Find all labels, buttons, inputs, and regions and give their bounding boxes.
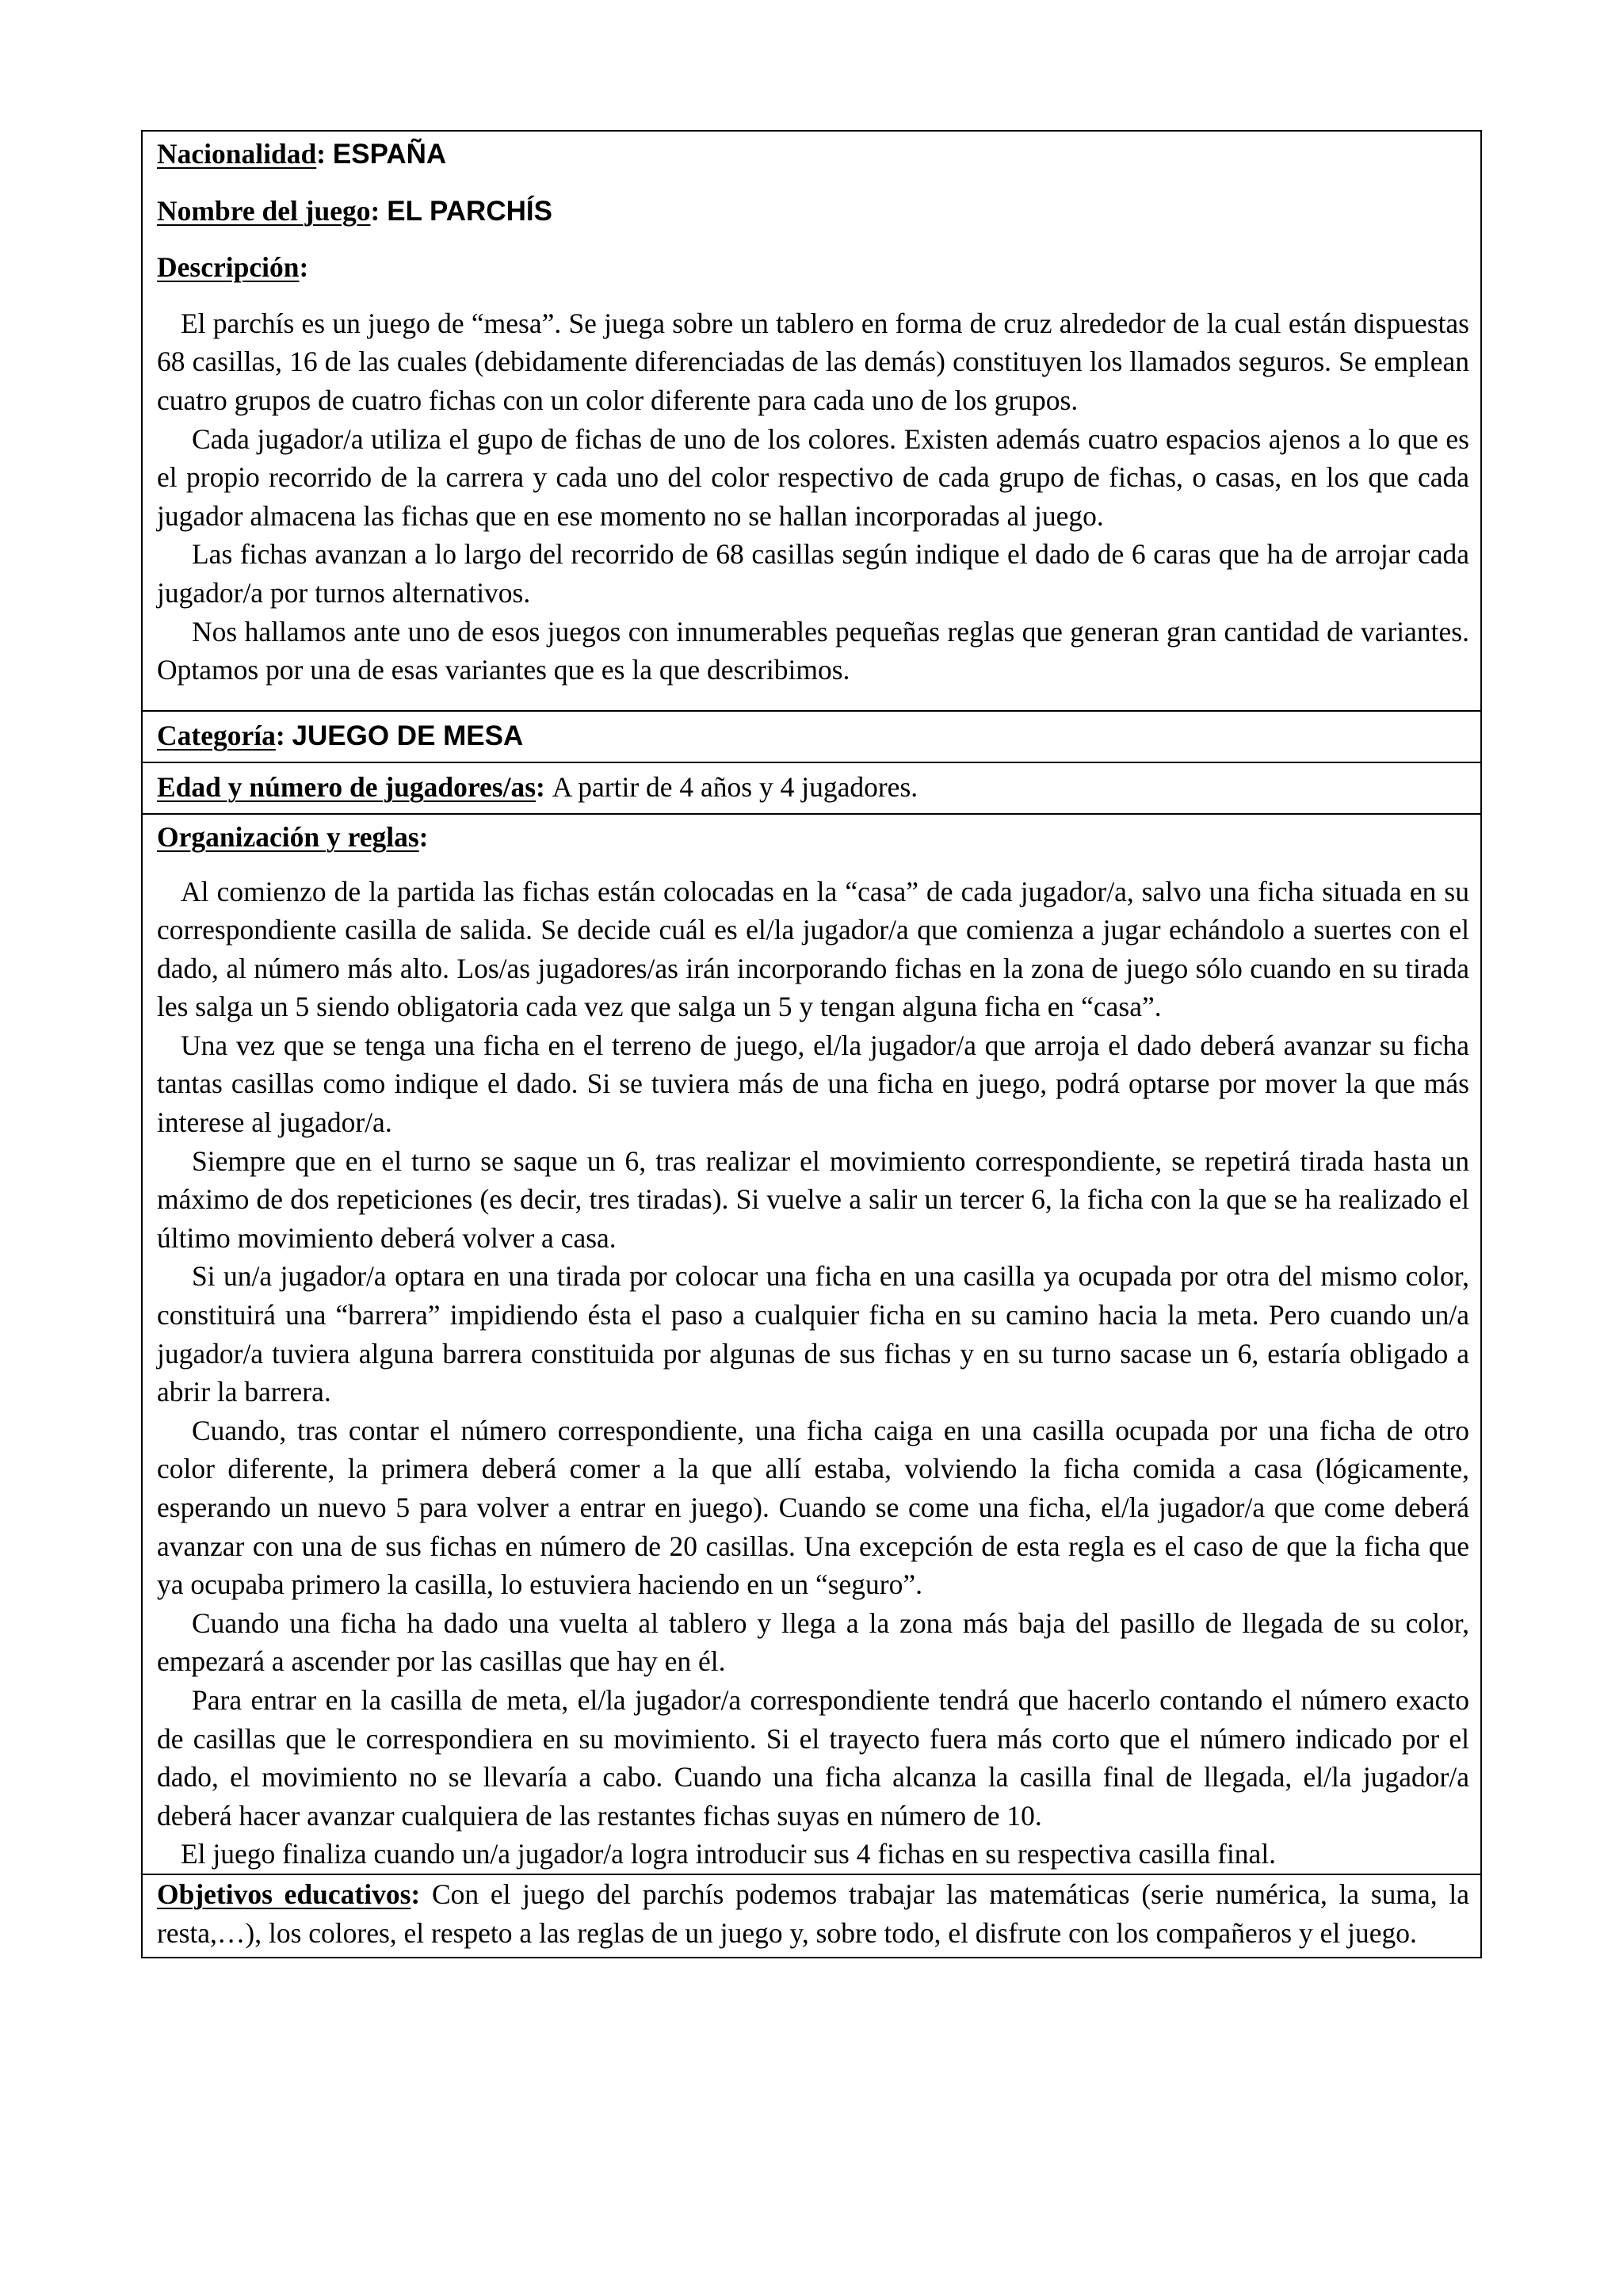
category-label: Categoría [157,719,276,751]
objectives-section: Objetivos educativos: Con el juego del parchís podemos trabajar las matemáticas (serie numérica, la suma, la resta,…), los colores, el respeto a las reglas de un juego y, sobre todo, el disfrute con los compañeros y el juego. [157,1878,1470,1949]
description-heading: Descripción: [157,251,309,284]
rules-paragraph: Siempre que en el turno se saque un 6, tras realizar el movimiento correspondiente, se repetirá tirada hasta un máximo de dos repeticiones (es decir, tres tiradas). Si vuelve a salir un tercer 6, la ficha con la que se ha realizado el último movimiento deberá volver a casa. [157,1144,1469,1254]
rules-paragraph: Cuando, tras contar el número correspondiente, una ficha caiga en una casilla ocupada por una ficha de otro color diferente, la primera deberá comer a la que allí estaba, volviendo la ficha comida a casa (lógicamente, esperando un nuevo 5 para volver a entrar en juego). Cuando se come una ficha, el/la jugador/a que come deberá avanzar con una de sus fichas en número de 20 casillas. Una excepción de esta regla es el caso de que la ficha que ya ocupaba primero la casilla, lo estuviera haciendo en un “seguro”. [157,1414,1469,1601]
game-name-row: Nombre del juego: EL PARCHÍS [157,194,552,227]
nationality-row: Nacionalidad: ESPAÑA [157,138,447,170]
age-value: A partir de 4 años y 4 jugadores. [552,771,918,804]
rules-paragraph: El juego finaliza cuando un/a jugador/a logra introducir sus 4 fichas en su respectiva casilla final. [181,1838,1277,1870]
rules-paragraph: Al comienzo de la partida las fichas están colocadas en la “casa” de cada jugador/a, salvo una ficha situada en su correspondiente casilla de salida. Se decide cuál es el/la jugador/a que comienza a jugar echándolo a suertes con el dado, al número más alto. Los/as jugadores/as irán incorporando fichas en la zona de juego sólo cuando en su tirada les salga un 5 siendo obligatoria cada vez que salga un 5 y tengan alguna ficha en “casa”. [157,875,1469,1023]
description-paragraph: Las fichas avanzan a lo largo del recorrido de 68 casillas según indique el dado de 6 caras que ha de arrojar cada jugador/a por turnos alternativos. [157,538,1469,609]
rules-label: Organización y reglas [157,820,419,853]
rules-heading: Organización y reglas: [157,820,429,853]
game-card [141,130,1482,1958]
objectives-text: Con el juego del parchís podemos trabajar las matemáticas (serie numérica, la suma, la resta,…), los colores, el respeto a las reglas de un juego y, sobre todo, el disfrute con los compañeros y el juego. [157,1878,1470,1949]
game-name-label: Nombre del juego [157,194,371,227]
description-label: Descripción [157,251,300,284]
game-name-value: EL PARCHÍS [387,195,552,227]
rules-paragraph: Una vez que se tenga una ficha en el terreno de juego, el/la jugador/a que arroja el dado deberá avanzar su ficha tantas casillas como indique el dado. Si se tuviera más de una ficha en juego, podrá optarse por mover la que más interese al jugador/a. [157,1029,1469,1139]
objectives-label: Objetivos educativos [157,1878,411,1910]
rules-paragraph: Si un/a jugador/a optara en una tirada por colocar una ficha en una casilla ya ocupada por otra del mismo color, constituirá una “barrera” impidiendo ésta el paso a cualquier ficha en su camino hacia la meta. Pero cuando un/a jugador/a tuviera alguna barrera constituida por algunas de sus fichas y en su turno sacase un 6, estaría obligado a abrir la barrera. [157,1260,1469,1408]
category-value: JUEGO DE MESA [292,720,524,751]
age-label: Edad y número de jugadores/as [157,771,537,804]
description-section [143,132,1480,712]
nationality-value: ESPAÑA [332,139,447,170]
age-section: Edad y número de jugadores/as: A partir de 4 años y 4 jugadores. [143,763,1480,815]
description-paragraph: Cada jugador/a utiliza el gupo de fichas de uno de los colores. Existen además cuatro espacios ajenos a lo que es el propio recorrido de la carrera y cada uno del color respectivo de cada grupo de fichas, o casas, en los que cada jugador almacena las fichas que en ese momento no se hallan incorporadas al juego. [157,422,1469,532]
description-paragraph: Nos hallamos ante uno de esos juegos con innumerables pequeñas reglas que generan gran cantidad de variantes. Optamos por una de esas variantes que es la que describimos. [157,615,1469,686]
category-section: Categoría: JUEGO DE MESA [143,712,1480,764]
rules-paragraph: Cuando una ficha ha dado una vuelta al tablero y llega a la zona más baja del pasillo de llegada de su color, empezará a ascender por las casillas que hay en él. [157,1606,1469,1678]
nationality-label: Nacionalidad [157,138,317,170]
rules-section [143,815,1480,1875]
description-paragraph: El parchís es un juego de “mesa”. Se juega sobre un tablero en forma de cruz alrededor de la cual están dispuestas 68 casillas, 16 de las cuales (debidamente diferenciadas de las demás) constituyen los llamados seguros. Se emplean cuatro grupos de cuatro fichas con un color diferente para cada uno de los grupos. [157,307,1469,416]
rules-paragraph: Para entrar en la casilla de meta, el/la jugador/a correspondiente tendrá que hacerlo contando el número exacto de casillas que le correspondiera en su movimiento. Si el trayecto fuera más corto que el número indicado por el dado, el movimiento no se llevaría a cabo. Cuando una ficha alcanza la casilla final de llegada, el/la jugador/a deberá hacer avanzar cualquiera de las restantes fichas suyas en número de 10. [157,1683,1469,1832]
